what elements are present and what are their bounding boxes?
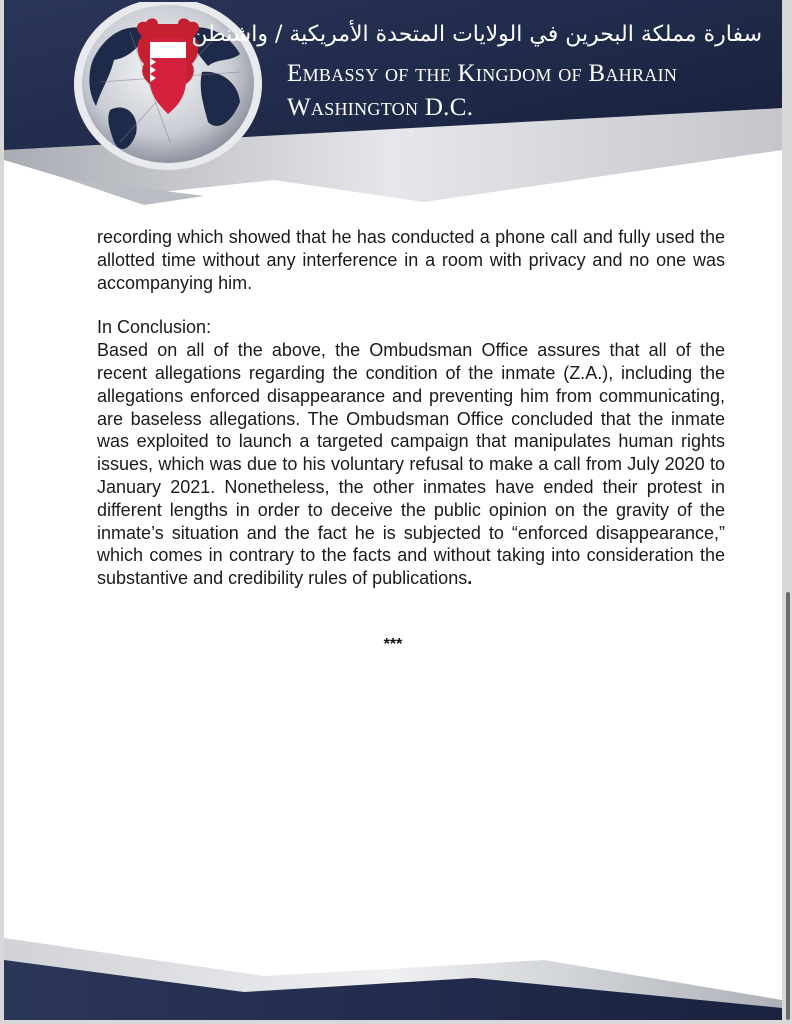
embassy-location: Washington D.C. [287, 94, 474, 121]
document-body [97, 226, 725, 590]
embassy-title-arabic: سفارة مملكة البحرين في الولايات المتحدة الأمريكية / واشنطن [191, 22, 762, 47]
conclusion-heading: In Conclusion: [97, 317, 212, 338]
vertical-scrollbar[interactable] [786, 592, 790, 1020]
paragraph-conclusion-period: . [467, 568, 473, 589]
paragraph-conclusion-text: Based on all of the above, the Ombudsman Office assures that all of the recent allegations regarding the condition of the inmate (Z.A.), including the allegations enforced disappearance and preventing him from communicating, are baseless allegations. The Ombudsman Office concluded that the inmate was exploited to launch a targeted campaign that manipulates human rights issues, which was due to his voluntary refusal to make a call from July 2020 to January 2021. Nonetheless, the other inmates have ended their protest in different lengths in order to deceive the public opinion on the gravity of the inmate’s situation and the fact he is subjected to “enforced disappearance,” which comes in contrary to the facts and without taking into consideration the substantive and credibility rules of publications [97, 340, 725, 589]
section-separator: *** [383, 636, 403, 653]
letterhead-footer [4, 930, 782, 1020]
paragraph-conclusion [97, 339, 725, 590]
embassy-title-english: Embassy of the Kingdom of Bahrain [287, 60, 678, 87]
paragraph-recording: recording which showed that he has conducted a phone call and fully used the allotted time without any interference in a room with privacy and no one was accompanying him. [97, 227, 725, 293]
document-page [4, 0, 782, 1020]
